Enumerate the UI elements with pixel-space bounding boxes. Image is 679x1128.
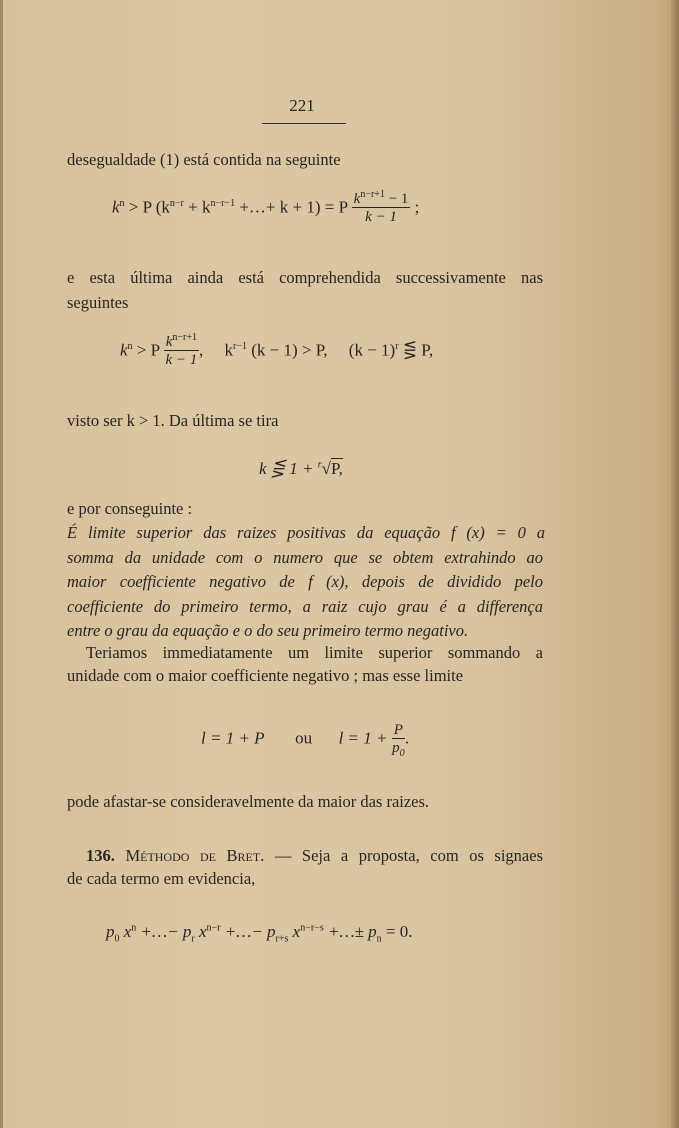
eq3-lhs: k ⋚ 1 + [259,459,318,478]
eq1-frac-num-exp: n−r+1 [360,189,385,200]
radical-icon: √ [321,459,332,478]
eq2-frac-num-exp: n−r+1 [172,332,197,343]
eq1-exp2: n−r−1 [210,197,236,209]
eq4-frac-den: p [392,740,400,756]
eq5-x: x [119,922,132,941]
eq5-x3-exp: n−r−s [300,922,324,934]
equation-2 [120,334,433,369]
section-title: Méthodo de Bret. [125,846,265,865]
eq5-x2-exp: n−r [206,922,221,934]
eq4-fraction [392,722,405,757]
eq1-exp1: n−r [169,197,184,209]
paragraph-4: e por conseguinte : [67,499,193,518]
eq2-fraction [164,334,199,369]
equation-4 [201,722,409,757]
eq1-mid: > P (k [124,197,170,217]
eq2-part-e: ⋚ P, [398,340,434,360]
eq4-frac-den-sub: 0 [399,748,405,759]
eq2-frac-den: k − 1 [165,352,198,368]
eq5-p0-sub: 0 [114,933,120,945]
paragraph-3: visto ser k > 1. Da última se tira [67,411,279,430]
theorem-line-5: entre o grau da equação e o do seu primeiro termo negativo. [67,621,469,640]
eq4-part-a: l = 1 + P [201,728,265,748]
eq5-pr-sub: r [191,933,195,945]
eq2-part-c: , k [199,340,233,360]
eq1-term2: + k [183,197,211,217]
eq1-k: k [112,197,120,217]
eq2-frac-num: k [165,334,173,350]
eq2-part-d-exp: r [395,340,399,352]
theorem-line-3: maior coefficiente negativo de f (x), depois de dividido pelo [67,572,543,591]
eq1-k-exp: n [119,197,125,209]
section-136-line-2: de cada termo em evidencia, [67,869,256,888]
eq3-root-body: P, [331,459,343,478]
eq4-part-b: l = 1 + [338,728,388,748]
eq1-frac-num: k [353,191,361,207]
theorem-line-4: coefficiente do primeiro termo, a raiz cujo grau é a differença [67,597,543,616]
paragraph-2-line-1: e esta última ainda está comprehendida successivamente nas [67,268,543,287]
eq2-part-d: (k − 1) > P, (k − 1) [246,340,396,360]
eq2-k-exp: n [127,340,133,352]
eq2-part-c-exp: r−1 [233,340,247,352]
paragraph-5-line-1: Teriamos immediatamente um limite superior sommando a [86,643,543,662]
paragraph-2-line-2: seguintes [67,293,129,312]
section-136-line-1 [86,843,543,868]
eq5-p0: p [106,922,115,941]
eq5-x2: x [194,922,207,941]
eq5-pn: +…± p [323,922,377,941]
eq5-prs: +…− p [220,922,276,941]
equation-1 [112,191,419,226]
eq2-k: k [120,340,128,360]
eq4-ou: ou [295,728,313,748]
paragraph-6: pode afastar-se consideravelmente da maior das raizes. [67,792,430,811]
section-number: 136. [86,846,115,865]
equation-3 [259,459,343,479]
equation-5 [106,922,413,945]
theorem-line-1: É limite superior das raizes positivas da equação f (x) = 0 a [67,523,545,542]
page-right-edge [671,0,679,1128]
eq4-frac-num: P [393,722,403,738]
eq4-tail: . [404,728,410,748]
eq1-term3: +…+ k + 1) = P [235,197,348,217]
header-rule [262,123,346,124]
eq5-x-exp: n [131,922,137,934]
eq5-tail: = 0. [381,922,413,941]
section-text-1: — Seja a proposta, com os signaes [264,846,543,865]
page-left-edge [0,0,3,1128]
eq5-x3: x [288,922,301,941]
eq2-gt-p: > P [132,340,160,360]
eq5-prs-sub: r+s [275,933,289,945]
eq1-tail: ; [410,197,420,217]
paragraph-1: desegualdade (1) está contida na seguinte [67,150,341,169]
eq1-fraction [352,191,411,226]
eq1-frac-den: k − 1 [365,209,397,225]
eq1-frac-num-tail: − 1 [384,191,409,207]
paragraph-5-line-2: unidade com o maior coefficiente negativo ; mas esse limite [67,666,464,685]
page-number: 221 [289,96,315,115]
eq3-root-index: r [317,459,322,471]
eq5-pr: +…− p [136,922,192,941]
eq5-pn-sub: n [376,933,382,945]
theorem-line-2: somma da unidade com o numero que se obtem extrahindo ao [67,548,543,567]
